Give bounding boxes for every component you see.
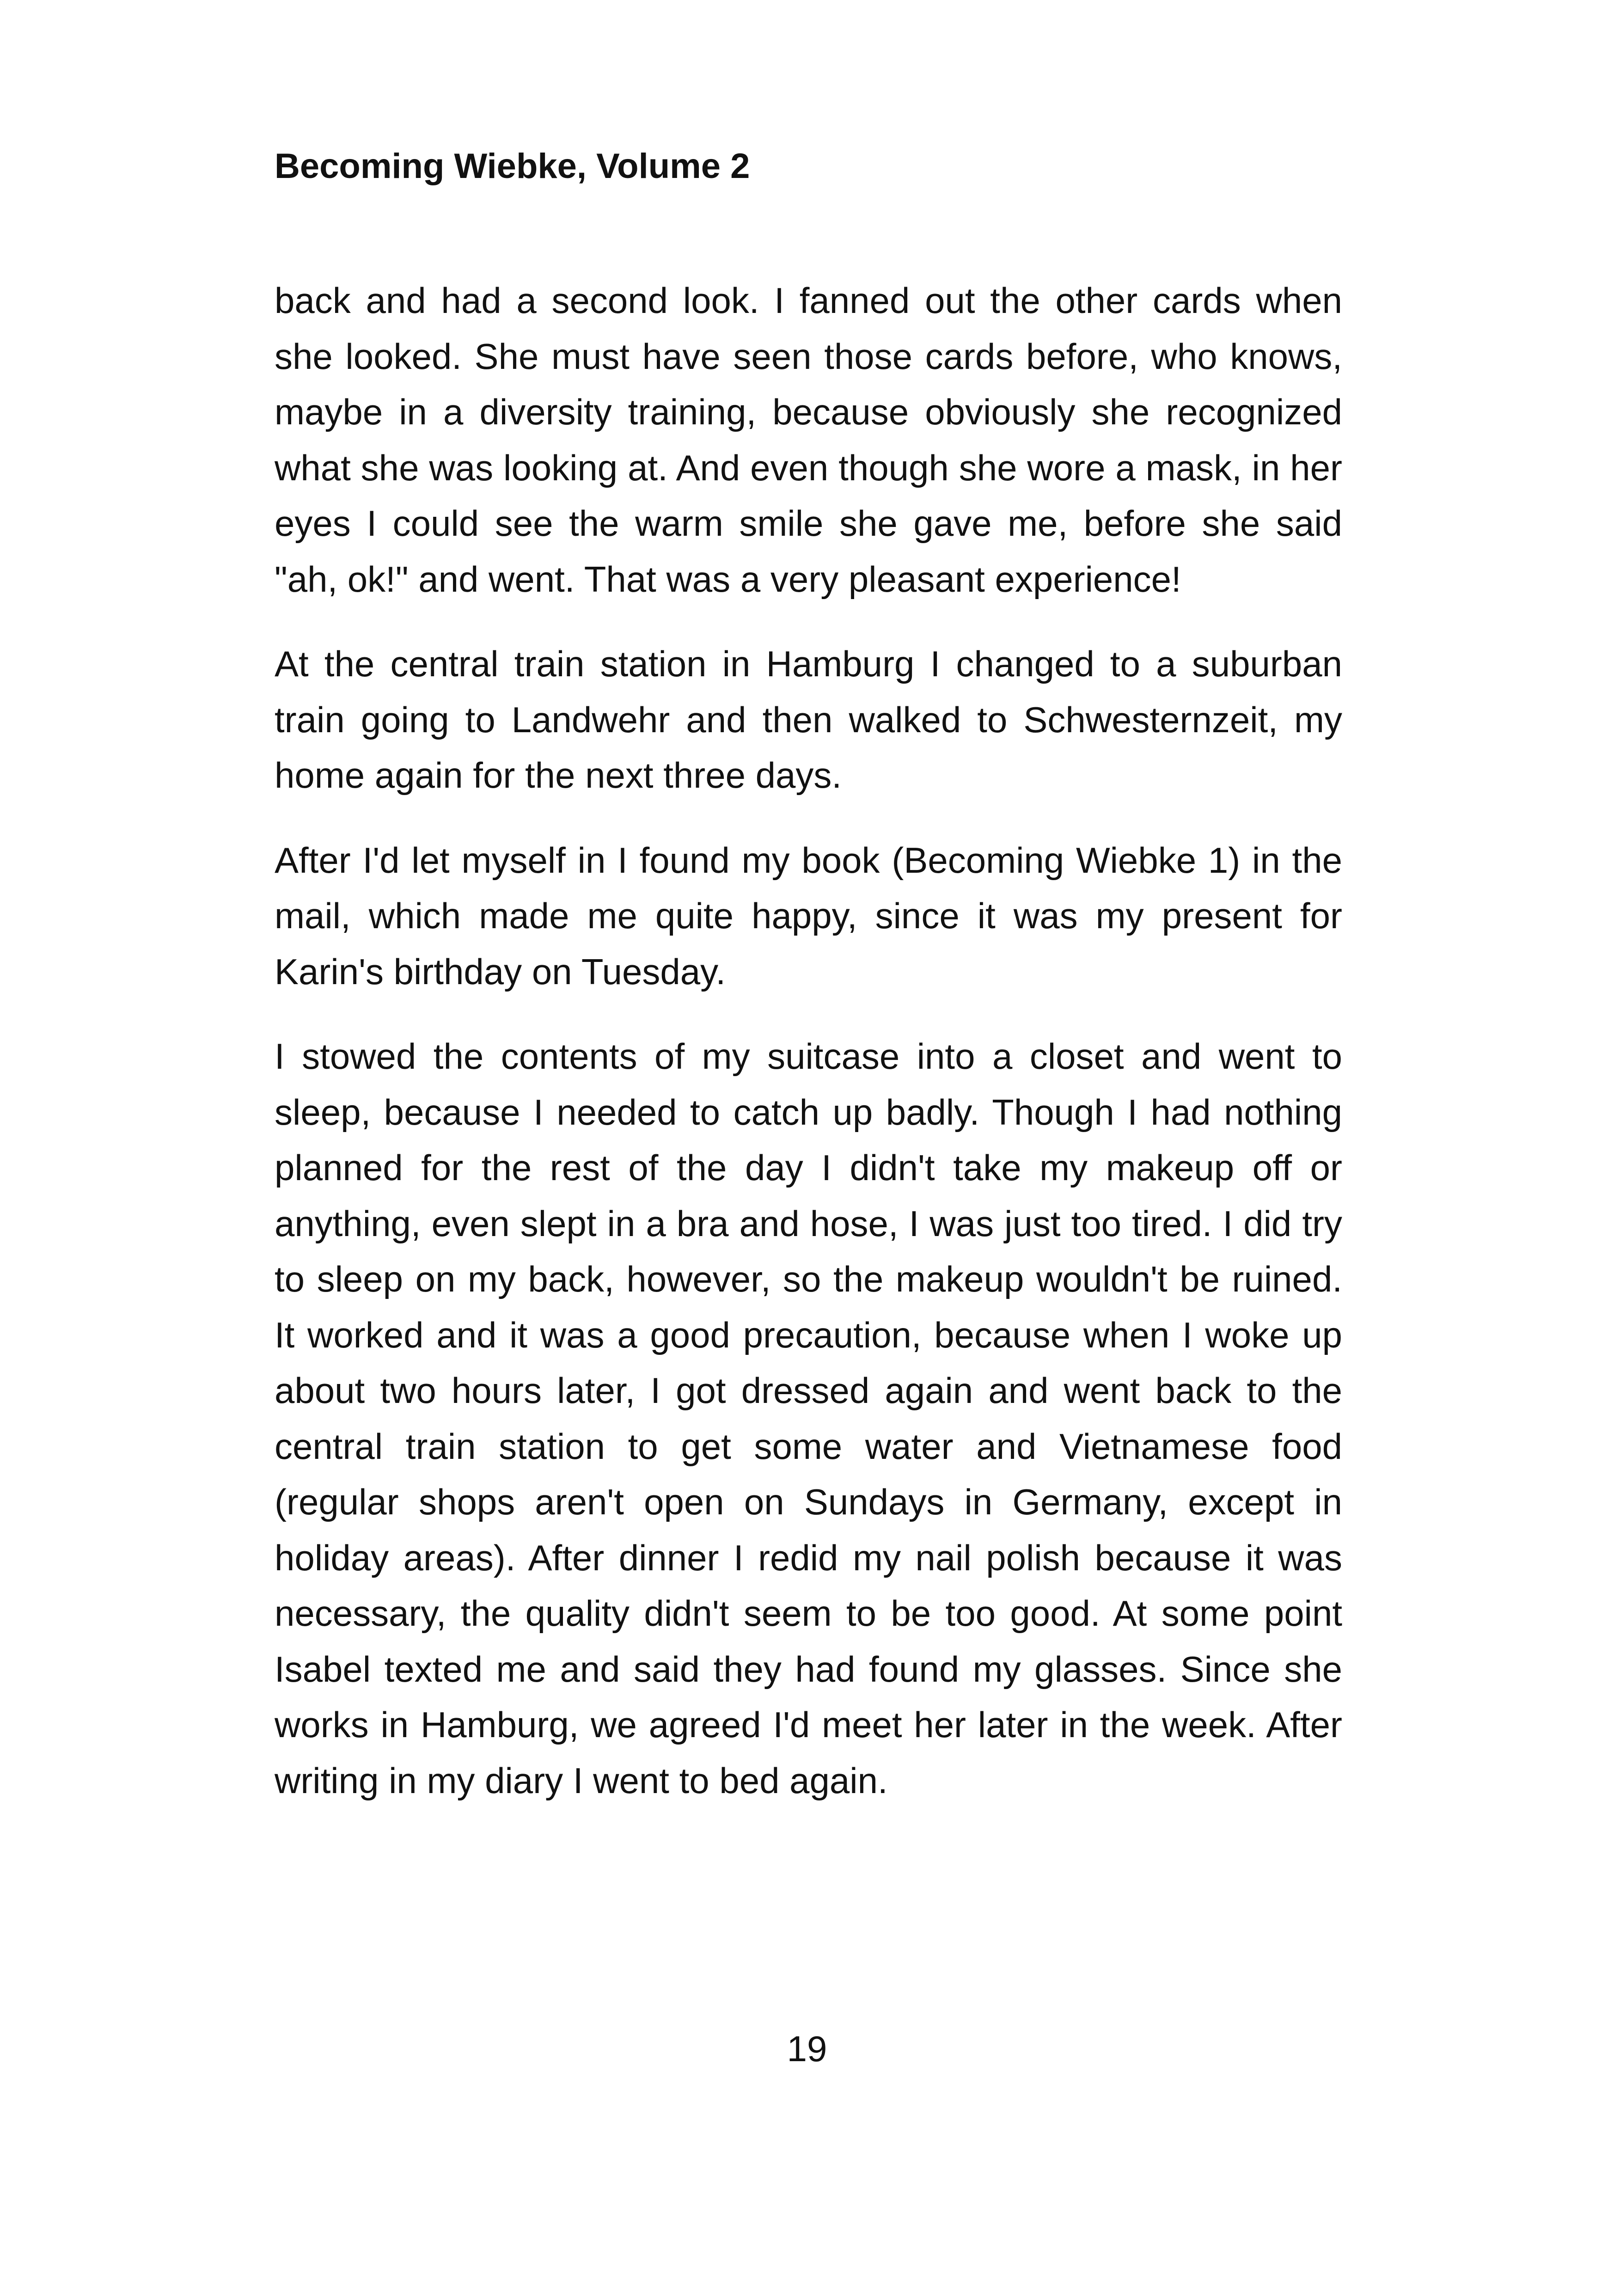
paragraph: After I'd let myself in I found my book (Becoming Wiebke 1) in the mail, which made me quite happy, since it was my present for Karin's birthday on Tuesday.: [275, 839, 1342, 992]
page-number: 19: [787, 2028, 827, 2069]
paragraph: back and had a second look. I fanned out the other cards when she looked. She must have seen those cards before, who knows, maybe in a diversity training, because obviously she recognized what she was looking at. And even though she wore a mask, in her eyes I could see the warm smile she gave me, before she said "ah, ok!" and went. That was a very pleasant experience!: [275, 280, 1342, 600]
body-text: [275, 273, 1342, 1837]
running-header-title: Becoming Wiebke, Volume 2: [275, 147, 750, 186]
paragraph: At the central train station in Hamburg I changed to a suburban train going to Landwehr and then walked to Schwesternzeit, my home again for the next three days.: [275, 643, 1342, 796]
paragraph: I stowed the contents of my suitcase into a closet and went to sleep, because I needed to catch up badly. Though I had nothing planned for the rest of the day I didn't take my makeup off or anything, even slept in a bra and hose, I was just too tired. I did try to sleep on my back, however, so the makeup wouldn't be ruined. It worked and it was a good precaution, because when I woke up about two hours later, I got dressed again and went back to the central train station to get some water and Vietnamese food (regular shops aren't open on Sundays in Germany, except in holiday areas). After dinner I redid my nail polish because it was necessary, the quality didn't seem to be too good. At some point Isabel texted me and said they had found my glasses. Since she works in Hamburg, we agreed I'd meet her later in the week. After writing in my diary I went to bed again.: [275, 1036, 1342, 1801]
